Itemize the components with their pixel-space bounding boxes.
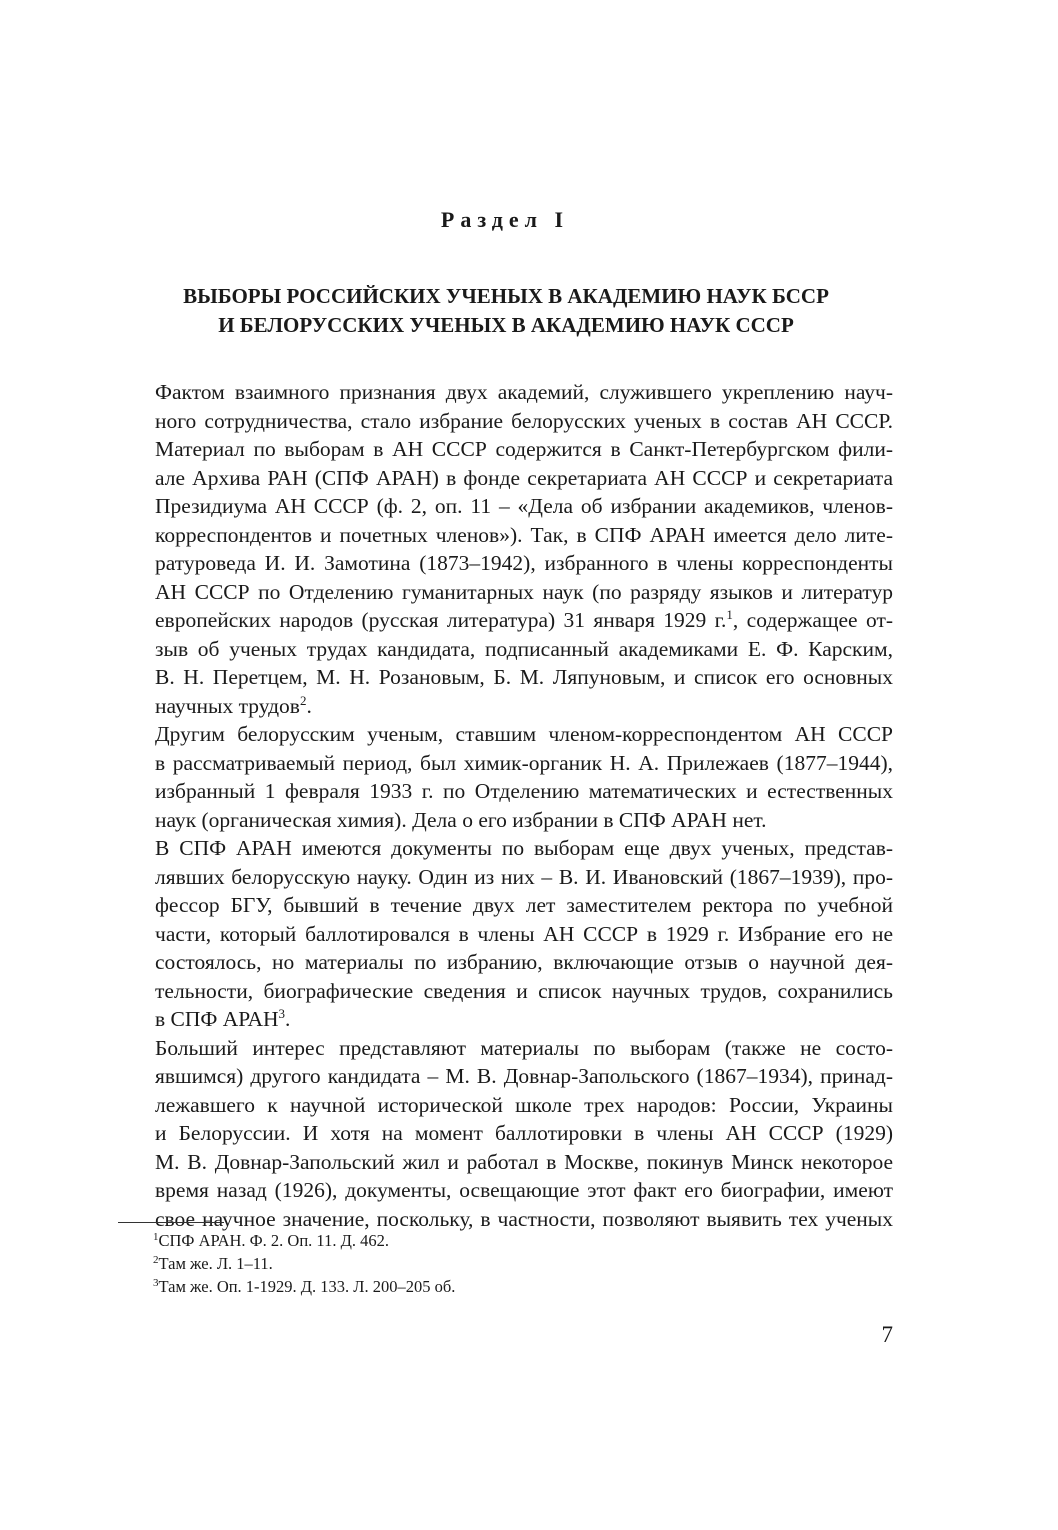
text-line: Больший интерес представляют материалы по выборам (также не состо- bbox=[155, 1035, 893, 1060]
text-fragment: европейских народов (русская литература) 31 января 1929 г. bbox=[155, 608, 727, 632]
footnote-number: 1 bbox=[153, 1231, 159, 1243]
footnote-ref-1[interactable]: 1 bbox=[726, 607, 733, 622]
footnote-3 bbox=[153, 1275, 455, 1298]
footnote-ref-2[interactable]: 2 bbox=[299, 692, 307, 708]
text-line: ного сотрудничества, стало избрание белорусских ученых в состав АН СССР. bbox=[155, 408, 893, 433]
text-line: тельности, биографические сведения и список научных трудов, сохранились bbox=[155, 978, 893, 1003]
text-line: лявших белорусскую науку. Один из них – В. И. Ивановский (1867–1939), про- bbox=[155, 864, 893, 889]
text-fragment: в СПФ АРАН bbox=[155, 1007, 279, 1031]
chapter-title bbox=[118, 282, 894, 340]
text-line: время назад (1926), документы, освещающие этот факт его биографии, имеют bbox=[155, 1178, 893, 1202]
text-fragment: . bbox=[285, 1007, 291, 1031]
text-line: АН СССР по Отделению гуманитарных наук (по разряду языков и литератур bbox=[155, 579, 893, 604]
text-line: состоялось, но материалы по избранию, включающие отзыв о научной дея- bbox=[155, 950, 893, 974]
text-line: ратуроведа И. И. Замотина (1873–1942), избранного в члены корреспонденты bbox=[155, 551, 893, 575]
footnote-number: 3 bbox=[153, 1277, 159, 1289]
text-line: Президиума АН СССР (ф. 2, оп. 11 – «Дела об избрании академиков, членов- bbox=[155, 494, 893, 518]
footnote-divider bbox=[118, 1222, 224, 1223]
text-line bbox=[118, 1005, 893, 1034]
footnote-2 bbox=[153, 1252, 455, 1275]
paragraph-2 bbox=[118, 720, 893, 834]
text-line: В СПФ АРАН имеются документы по выборам еще двух ученых, представ- bbox=[155, 836, 893, 860]
footnote-text: Там же. Оп. 1-1929. Д. 133. Л. 200–205 об. bbox=[158, 1277, 456, 1296]
text-line: зыв об ученых трудах кандидата, подписанный академиками Е. Ф. Карским, bbox=[155, 636, 893, 661]
text-line: фессор БГУ, бывший в течение двух лет заместителем ректора по учебной bbox=[155, 893, 893, 917]
paragraph-3 bbox=[118, 834, 893, 1034]
text-fragment: , содержащее от- bbox=[732, 608, 893, 632]
text-line: В. Н. Перетцем, М. Н. Розановым, Б. М. Ляпуновым, и список его основных bbox=[155, 665, 893, 689]
text-line: Материал по выборам в АН СССР содержится в Санкт-Петербургском фили- bbox=[155, 437, 893, 461]
text-line: але Архива РАН (СПФ АРАН) в фонде секретариата АН СССР и секретариата bbox=[155, 465, 893, 490]
footnotes bbox=[153, 1229, 455, 1298]
text-line: и Белоруссии. И хотя на момент баллотировки в члены АН СССР (1929) bbox=[155, 1121, 893, 1145]
text-line: М. В. Довнар-Запольский жил и работал в Москве, покинув Минск некоторое bbox=[155, 1149, 893, 1174]
text-line: Фактом взаимного признания двух академий, служившего укреплению науч- bbox=[155, 380, 893, 404]
text-line: корреспондентов и почетных членов»). Так, в СПФ АРАН имеется дело лите- bbox=[155, 522, 893, 547]
text-line: избранный 1 февраля 1933 г. по Отделению математических и естественных bbox=[155, 779, 893, 803]
chapter-title-line-2: И БЕЛОРУССКИХ УЧЕНЫХ В АКАДЕМИЮ НАУК СССР bbox=[218, 313, 794, 337]
text-fragment: . bbox=[306, 693, 312, 718]
footnote-text: Там же. Л. 1–11. bbox=[158, 1254, 273, 1273]
section-label: Раздел I bbox=[440, 207, 570, 232]
footnote-1 bbox=[153, 1229, 455, 1252]
paragraph-4 bbox=[118, 1034, 893, 1234]
text-line: в рассматриваемый период, был химик-органик Н. А. Прилежаев (1877–1944), bbox=[155, 750, 893, 775]
footnote-number: 2 bbox=[153, 1254, 159, 1266]
text-line: свое научное значение, поскольку, в частности, позволяют выявить тех ученых bbox=[155, 1206, 893, 1231]
page-number: 7 bbox=[881, 1322, 893, 1347]
footnote-text: СПФ АРАН. Ф. 2. Оп. 11. Д. 462. bbox=[158, 1231, 389, 1250]
text-line: явшимся) другого кандидата – М. В. Довнар-Запольского (1867–1934), принад- bbox=[155, 1064, 893, 1088]
footnote-ref-3[interactable]: 3 bbox=[278, 1006, 286, 1021]
text-fragment: научных трудов bbox=[155, 693, 300, 718]
text-line: части, который баллотировался в члены АН СССР в 1929 г. Избрание его не bbox=[155, 921, 893, 946]
text-line bbox=[118, 692, 893, 721]
body-text bbox=[118, 378, 893, 1233]
text-line bbox=[118, 606, 893, 635]
text-line: Другим белорусским ученым, ставшим членом-корреспондентом АН СССР bbox=[155, 722, 893, 746]
chapter-title-line-1: ВЫБОРЫ РОССИЙСКИХ УЧЕНЫХ В АКАДЕМИЮ НАУК БССР bbox=[183, 284, 829, 308]
text-line: наук (органическая химия). Дела о его избрании в СПФ АРАН нет. bbox=[155, 807, 767, 832]
paragraph-1 bbox=[118, 378, 893, 720]
text-line: лежавшего к научной исторической школе трех народов: России, Украины bbox=[155, 1092, 893, 1117]
